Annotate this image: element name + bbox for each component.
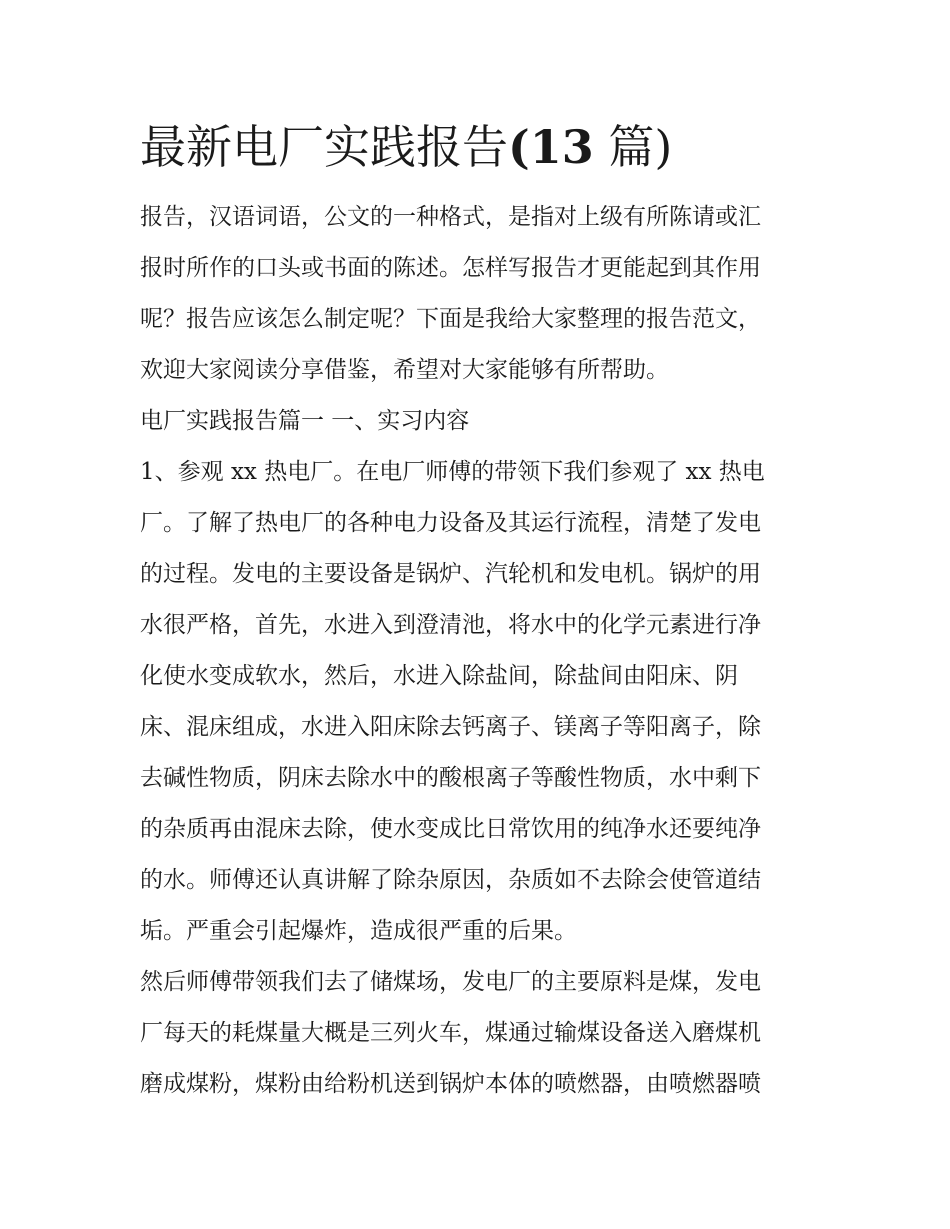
item1-line: 厂。了解了热电厂的各种电力设备及其运行流程，清楚了发电 (140, 510, 761, 536)
item1-line: 的过程。发电的主要设备是锅炉、汽轮机和发电机。锅炉的用 (140, 561, 761, 587)
document-page (140, 112, 812, 1110)
item1-line: 化使水变成软水，然后，水进入除盐间，除盐间由阳床、阴 (140, 663, 738, 689)
item1-paragraph (140, 447, 812, 957)
item2-line: 然后师傅带领我们去了储煤场，发电厂的主要原料是煤，发电 (140, 969, 761, 995)
item1-line: 水很严格，首先，水进入到澄清池，将水中的化学元素进行净 (140, 612, 761, 638)
title-unit: 篇) (593, 120, 673, 174)
item1-line: 床、混床组成，水进入阳床除去钙离子、镁离子等阳离子，除 (140, 714, 761, 740)
intro-line: 报告，汉语词语，公文的一种格式，是指对上级有所陈请或汇 (140, 204, 761, 230)
item1-line: 的水。师傅还认真讲解了除杂原因，杂质如不去除会使管道结 (140, 867, 761, 893)
item2-line: 磨成煤粉，煤粉由给粉机送到锅炉本体的喷燃器，由喷燃器喷 (140, 1071, 761, 1097)
document-title (140, 112, 812, 182)
title-count: (13 (508, 120, 594, 174)
item1-line: 的杂质再由混床去除，使水变成比日常饮用的纯净水还要纯净 (140, 816, 761, 842)
intro-line: 报时所作的口头或书面的陈述。怎样写报告才更能起到其作用 (140, 255, 761, 281)
intro-line: 欢迎大家阅读分享借鉴，希望对大家能够有所帮助。 (140, 357, 669, 383)
item1-line: 垢。严重会引起爆炸，造成很严重的后果。 (140, 918, 577, 944)
item2-paragraph (140, 957, 812, 1110)
item2-line: 厂每天的耗煤量大概是三列火车，煤通过输煤设备送入磨煤机 (140, 1020, 761, 1046)
title-main: 最新电厂实践报告 (140, 120, 508, 174)
section-heading-text: 电厂实践报告篇一 一、实习内容 (140, 408, 470, 434)
section-heading (140, 396, 812, 447)
item1-line: 1、参观 xx 热电厂。在电厂师傅的带领下我们参观了 xx 热电 (140, 459, 765, 485)
item1-line: 去碱性物质，阴床去除水中的酸根离子等酸性物质，水中剩下 (140, 765, 761, 791)
intro-paragraph (140, 192, 812, 396)
intro-line: 呢？报告应该怎么制定呢？下面是我给大家整理的报告范文， (140, 306, 761, 332)
